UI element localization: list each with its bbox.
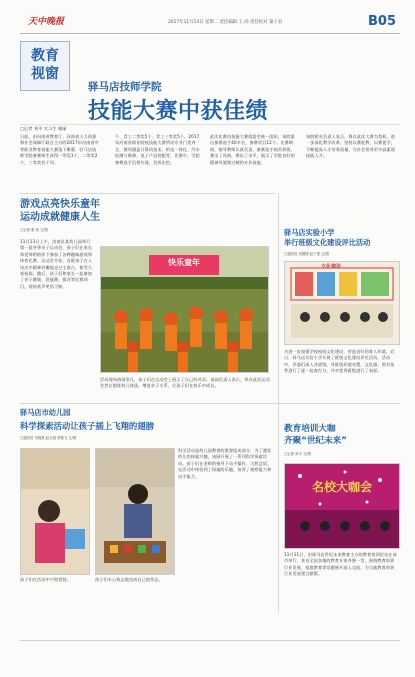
page-code: B05 [368, 14, 396, 29]
primary-body: 为进一步加强学校校园文化建设，营造良好的育人环境，近日，驿马店实验小学开展了班级文化建设评比活动。活动中，评委们深入各班级，对班级环境布置、文化墙、图书角等进行了逐一检查打分，并对优秀班级进行了表彰。 [284, 349, 395, 374]
training-byline: □记者 刘平 文/图 [284, 452, 311, 456]
training-photo-image [285, 464, 399, 548]
kinder-photo-2 [95, 448, 175, 575]
primary-byline: □通讯员 吴德刚 赵子建 文/图 [284, 252, 329, 256]
training-title-1: 教育培训大咖 [284, 424, 336, 434]
kinder-photo-1 [20, 448, 90, 575]
sports-photo-sign: 快乐童年 [168, 258, 200, 267]
lead-col-1: 日前，由河南省教育厅、河南省人力资源和社会保障厅联合主办的2017年河南省中等职业教育技能大赛落下帷幕，驻马店技师学院参赛师生获得一等奖3个，二等奖2个，三等奖若干项。 [20, 134, 99, 165]
sports-caption: 活动现场热闹非凡，孩子们在运动会上展示了自己的风采。该园负责人表示，举办此次运动会旨在锻炼幼儿体质，增进亲子关系，让孩子们在快乐中成长。 [100, 377, 270, 389]
lead-deck: 驿马店技师学院 [88, 81, 162, 93]
kinder-body: 科学活动是幼儿园教育的重要组成部分，为了激发幼儿的探索兴趣，该园开展了一系列科学探索活动。孩子们在老师的指导下动手操作、大胆尝试，在活动中体验到了探索的乐趣，培养了观察能力和动手能力。 [178, 448, 272, 479]
training-title-2: 齐聚“世纪未来” [284, 436, 347, 446]
primary-photo-banner: 文化建设 [321, 264, 342, 270]
kinder-caption-1: 孩子们在活动中兴致勃勃。 [20, 577, 71, 582]
section-label-1: 教育 [31, 48, 59, 64]
lead-col-2: 个、青工二等奖5个、青工三等奖5个。2017年河南省职业院校技能大赛所设专业门类齐全，赛项涵盖计算机技术、机电一体化、汽车检测与维修、电子产品装配等，比赛中，学院参赛选手沉着应战，发挥出色。 [115, 134, 200, 165]
section-label-2: 视窗 [31, 66, 59, 82]
lead-col-4: 该院相关负责人表示，将以此次大赛为契机，进一步深化教学改革，坚持以赛促教、以赛促学，不断提高人才培养质量，为社会培养更多高素质技能人才。 [306, 134, 396, 159]
training-photo [284, 463, 400, 549]
lead-byline: □记者 刘平 实习生 谢丽 [20, 126, 67, 131]
kinder-byline: □通讯员 朱晓燕 赵玉娟 李德飞 文/图 [20, 436, 77, 440]
sports-title-2: 运动成就健康人生 [20, 212, 100, 223]
training-body: 11月11日，由驿马店世纪未来教育主办的教育培训论坛在该市举行，来自全国各地的教育专家齐聚一堂，围绕教育培训行业发展、家庭教育等话题展开深入交流，为当地教育培训行业发展建言献策。 [284, 552, 397, 577]
training-photo-banner: 名校大咖会 [311, 480, 372, 494]
section-tab [20, 41, 70, 91]
kinder-photo-2-image [96, 449, 174, 574]
kinder-caption-2: 孩子们专心致志地完成自己的作品。 [95, 577, 163, 582]
header-meta: 2017年11月14日 星期二 责任编辑 王 尚 责任校对 秦子君 [168, 20, 283, 25]
paper-logo: 天中晚报 [28, 17, 65, 27]
primary-deck: 驿马店实验小学 [284, 228, 335, 237]
sports-photo [100, 246, 269, 373]
lead-col-3: 此次比赛由技能大赛组委会统一组织，该院派出参赛选手40多名，参赛项目12个。比赛期间，指导教师认真负责，参赛选手刻苦训练，赛出了风格，赛出了水平，展示了学院良好的精神风貌和过硬的专业技能。 [210, 134, 295, 165]
kinder-title: 科学探索活动让孩子插上飞翔的翅膀 [20, 421, 154, 431]
sports-body: 11月13日上午，汝南县某幼儿园举行第一届冬季亲子运动会，孩子们在家长和老师的陪伴下参加了各种趣味游戏和体育比赛。运动会开始，各班孩子在入场式中精神抖擞地走过主席台，接受大家检阅。随后，孩子们和家长一起参加了亲子跳绳、袋鼠跳、拔河等比赛项目，现场欢声笑语不断。 [20, 239, 93, 289]
lead-headline: 技能大赛中获佳绩 [88, 99, 269, 124]
primary-photo-image [285, 262, 399, 344]
primary-title: 举行班级文化建设评比活动 [284, 238, 371, 247]
sports-byline: □记者 张 宛 文/图 [20, 228, 48, 232]
primary-photo [284, 261, 400, 345]
kinder-deck: 驿马店市幼儿园 [20, 408, 71, 417]
sports-title-1: 游戏点亮快乐童年 [20, 199, 100, 210]
kinder-photo-1-image [21, 449, 89, 574]
